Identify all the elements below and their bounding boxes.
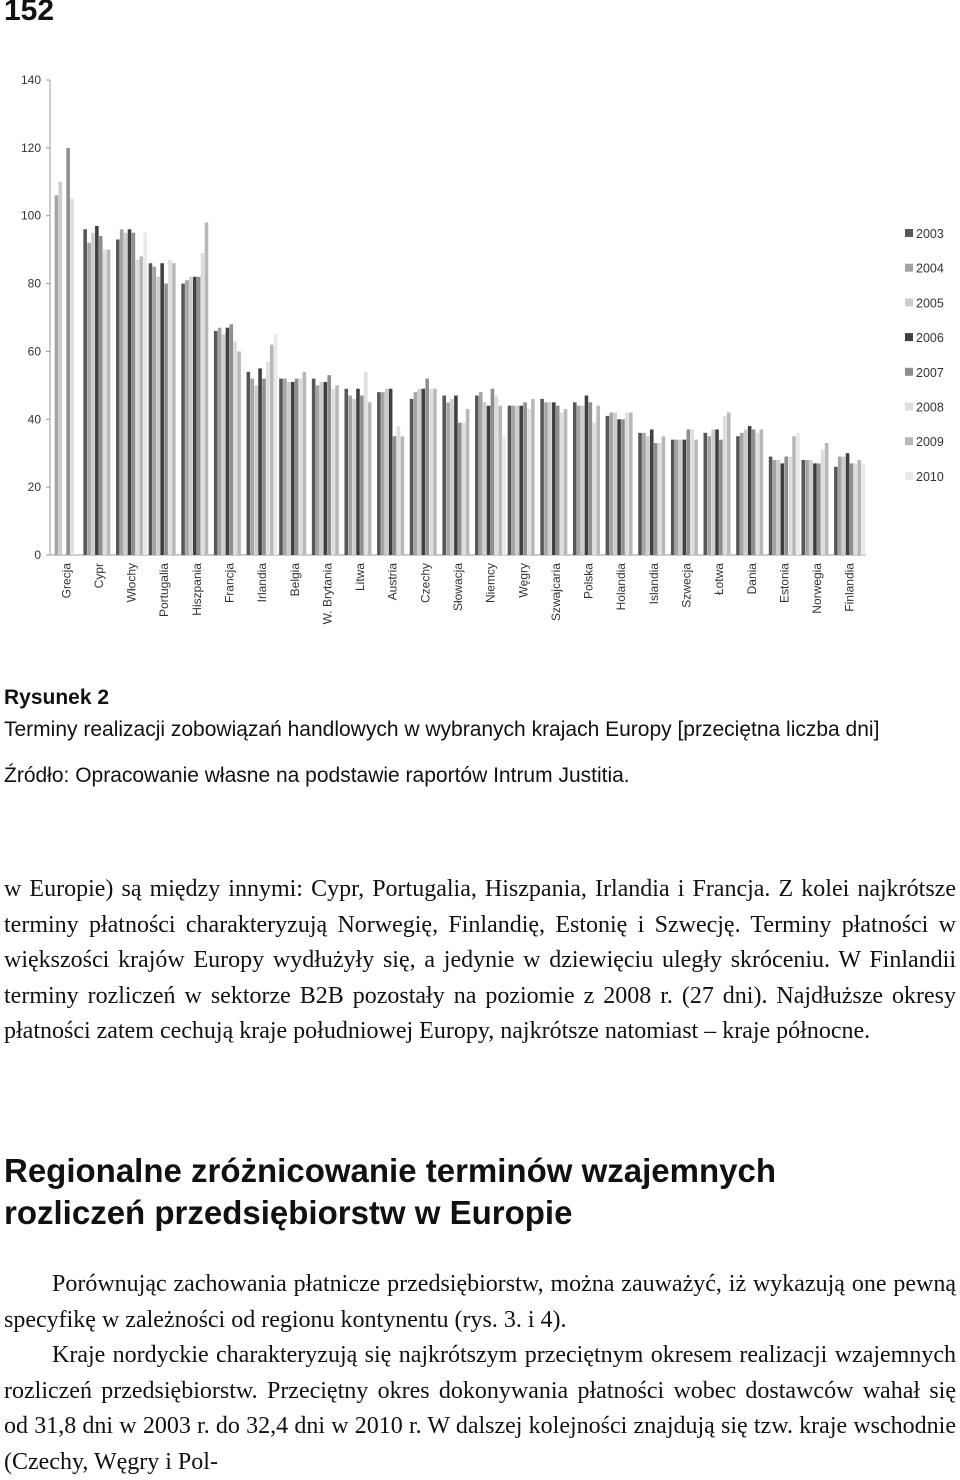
bar xyxy=(116,239,120,555)
legend-swatch xyxy=(905,333,913,341)
x-tick-label: Włochy xyxy=(124,563,139,603)
x-tick-label: Szwecja xyxy=(679,563,694,608)
bar xyxy=(825,443,829,555)
bar xyxy=(646,436,650,555)
bar xyxy=(168,260,172,555)
bar xyxy=(393,436,397,555)
bar xyxy=(266,362,270,555)
bar xyxy=(128,229,132,555)
bar xyxy=(675,440,679,555)
bar-chart xyxy=(0,60,960,660)
legend-swatch xyxy=(905,264,913,272)
bar xyxy=(136,260,140,555)
bar xyxy=(331,389,335,555)
bar xyxy=(270,345,274,555)
bar xyxy=(475,396,479,555)
bar xyxy=(103,250,107,555)
x-tick-label: Holandia xyxy=(614,563,629,611)
legend-swatch xyxy=(905,437,913,445)
bar xyxy=(201,253,205,555)
bar xyxy=(540,399,544,555)
legend-label: 2008 xyxy=(916,400,944,415)
bar xyxy=(466,409,470,555)
bar xyxy=(552,402,556,555)
bar xyxy=(585,396,589,555)
bar xyxy=(237,351,241,555)
bar xyxy=(736,436,740,555)
bar xyxy=(410,399,414,555)
bar xyxy=(226,328,230,555)
bar xyxy=(686,429,690,555)
bar xyxy=(368,402,372,555)
bar xyxy=(149,263,153,555)
bar xyxy=(139,256,143,555)
bar xyxy=(185,280,189,555)
bar xyxy=(548,402,552,555)
bar xyxy=(512,406,516,555)
bar xyxy=(295,379,299,555)
bar xyxy=(638,433,642,555)
section-heading: Regionalne zróżnicowanie terminów wzajemnych rozliczeń przedsiębiorstw w Europie xyxy=(4,1152,776,1231)
legend-label: 2007 xyxy=(916,365,944,380)
bar xyxy=(418,389,422,555)
bar xyxy=(679,440,683,555)
bar xyxy=(857,460,861,555)
bar xyxy=(834,467,838,555)
bar xyxy=(458,423,462,555)
bar xyxy=(850,463,854,555)
x-tick-label: Litwa xyxy=(353,563,368,592)
bar xyxy=(498,406,502,555)
y-tick-label: 60 xyxy=(27,344,41,359)
bar xyxy=(704,433,708,555)
bar xyxy=(247,372,251,555)
bar xyxy=(164,284,168,555)
x-tick-label: Islandia xyxy=(646,563,661,605)
bar xyxy=(55,195,59,555)
bar xyxy=(279,379,283,555)
bar xyxy=(694,440,698,555)
x-tick-label: Francja xyxy=(222,563,237,604)
bar xyxy=(352,399,356,555)
bar xyxy=(788,457,792,555)
bar xyxy=(262,379,266,555)
bar xyxy=(792,436,796,555)
legend-label: 2009 xyxy=(916,435,944,450)
legend-label: 2010 xyxy=(916,469,944,484)
bar xyxy=(124,233,128,555)
bar xyxy=(527,409,531,555)
bar xyxy=(592,423,596,555)
bar xyxy=(214,331,218,555)
bar xyxy=(491,389,495,555)
bar xyxy=(364,372,368,555)
bar xyxy=(193,277,197,555)
y-tick-label: 80 xyxy=(27,276,41,291)
figure-caption: Terminy realizacji zobowiązań handlowych w wybranych krajach Europy [przeciętna liczba dni] xyxy=(4,718,880,741)
bar xyxy=(589,402,593,555)
bar xyxy=(153,267,157,555)
bar xyxy=(581,406,585,555)
bar xyxy=(773,460,777,555)
bar xyxy=(335,385,339,555)
bar xyxy=(846,453,850,555)
x-tick-label: Niemcy xyxy=(483,563,498,604)
legend-label: 2004 xyxy=(916,261,944,276)
body-paragraph: w Europie) są między innymi: Cypr, Portugalia, Hiszpania, Irlandia i Francja. Z kolei najkrótsze terminy płatności charakteryzują Norwegię, Finlandię, Estonię i Szwecję. Terminy płatności w większości krajów Europy wydłużyły się, a jedynie w dziewięciu uległy skróceniu. W Finlandii terminy rozliczeń w sektorze B2B pozostały na poziomie z 2008 r. (27 dni). Najdłuższe okresy płatności zatem cechują kraje południowej Europy, najkrótsze natomiast – kraje północne. xyxy=(4,876,956,1044)
bar xyxy=(312,379,316,555)
x-tick-label: Estonia xyxy=(777,563,792,604)
legend-swatch xyxy=(905,472,913,480)
bar xyxy=(274,334,278,555)
bar xyxy=(442,396,446,555)
bar xyxy=(556,406,560,555)
bar xyxy=(854,463,858,555)
bar xyxy=(483,402,487,555)
bar xyxy=(727,413,731,556)
bar xyxy=(83,229,87,555)
bar xyxy=(809,460,813,555)
bar xyxy=(143,233,147,555)
bar xyxy=(95,226,99,555)
bar xyxy=(120,229,124,555)
bar xyxy=(748,426,752,555)
bar xyxy=(454,396,458,555)
y-tick-label: 0 xyxy=(34,548,41,562)
bar xyxy=(744,429,748,555)
bar xyxy=(784,457,788,555)
legend-label: 2003 xyxy=(916,227,944,241)
bar xyxy=(233,341,237,555)
x-tick-label: Polska xyxy=(581,563,596,600)
bar xyxy=(861,463,865,555)
bar xyxy=(642,433,646,555)
bar xyxy=(303,372,307,555)
x-tick-label: Hiszpania xyxy=(189,563,204,616)
bar xyxy=(389,389,393,555)
bar xyxy=(59,182,63,555)
bar xyxy=(446,402,450,555)
bar xyxy=(523,402,527,555)
bar xyxy=(662,436,666,555)
bar xyxy=(479,392,483,555)
bar xyxy=(254,385,258,555)
bar xyxy=(429,389,433,555)
bar xyxy=(450,399,454,555)
y-tick-label: 120 xyxy=(20,140,41,155)
bar xyxy=(189,277,193,555)
bar xyxy=(99,236,103,555)
bar xyxy=(613,413,617,556)
bar xyxy=(781,463,785,555)
bar xyxy=(250,379,254,555)
bar xyxy=(502,436,506,555)
bar xyxy=(838,457,842,555)
y-tick-label: 40 xyxy=(27,412,41,427)
bar xyxy=(324,382,328,555)
bar xyxy=(756,433,760,555)
bar xyxy=(715,429,719,555)
x-tick-label: Czechy xyxy=(418,563,433,604)
bar xyxy=(283,379,287,555)
bar xyxy=(291,382,295,555)
legend-swatch xyxy=(905,298,913,306)
bar xyxy=(132,233,136,555)
bar xyxy=(606,416,610,555)
x-tick-label: Austria xyxy=(385,563,400,601)
x-tick-label: Szwajcaria xyxy=(548,563,563,622)
bar xyxy=(344,389,348,555)
bar xyxy=(156,277,160,555)
y-tick-label: 20 xyxy=(27,480,41,495)
bar xyxy=(414,392,418,555)
x-tick-label: Cypr xyxy=(91,563,106,589)
bar xyxy=(690,429,694,555)
bar xyxy=(508,406,512,555)
bar xyxy=(299,379,303,555)
bar xyxy=(421,389,425,555)
bar xyxy=(222,334,226,555)
bar xyxy=(181,284,185,555)
bar xyxy=(683,440,687,555)
x-tick-label: Łotwa xyxy=(712,563,727,596)
bar xyxy=(66,148,70,555)
bar xyxy=(327,375,331,555)
x-tick-label: Węgry xyxy=(516,563,531,598)
bar xyxy=(650,429,654,555)
legend-swatch xyxy=(905,368,913,376)
bar xyxy=(356,389,360,555)
bar xyxy=(769,457,773,555)
bar xyxy=(385,389,389,555)
bar xyxy=(760,429,764,555)
bar xyxy=(777,460,781,555)
bar xyxy=(707,436,711,555)
bar xyxy=(813,463,817,555)
bar xyxy=(360,396,364,555)
bar xyxy=(462,423,466,555)
bar xyxy=(519,406,523,555)
bar xyxy=(320,382,324,555)
bar xyxy=(610,413,614,556)
x-tick-label: Norwegia xyxy=(810,563,825,614)
bar xyxy=(197,277,201,555)
bar xyxy=(560,413,564,556)
figure-source: Źródło: Opracowanie własne na podstawie raportów Intrum Justitia. xyxy=(4,764,630,787)
bar xyxy=(531,399,535,555)
bar xyxy=(381,392,385,555)
bar xyxy=(821,450,825,555)
legend-swatch xyxy=(905,403,913,411)
bar xyxy=(87,243,91,555)
bar xyxy=(723,416,727,555)
legend-label: 2005 xyxy=(916,296,944,311)
bar xyxy=(629,413,633,556)
x-tick-label: Belgia xyxy=(287,563,302,597)
bar xyxy=(573,402,577,555)
bar xyxy=(433,389,437,555)
bar xyxy=(711,429,715,555)
bar xyxy=(842,457,846,555)
page-number: 152 xyxy=(4,0,55,27)
bar xyxy=(258,368,262,555)
x-tick-label: Grecja xyxy=(59,563,74,599)
bar xyxy=(425,379,429,555)
body-paragraph: Porównując zachowania płatnicze przedsiębiorstw, można zauważyć, iż wykazują one pewną specyfikę w zależności od regionu kontynentu (rys. 3. i 4). xyxy=(4,1271,956,1333)
bar xyxy=(397,426,401,555)
bar xyxy=(801,460,805,555)
bar xyxy=(740,433,744,555)
bar xyxy=(752,429,756,555)
y-tick-label: 140 xyxy=(20,73,41,87)
bar xyxy=(671,440,675,555)
legend-label: 2006 xyxy=(916,331,944,346)
body-paragraph: Kraje nordyckie charakteryzują się najkrótszym przeciętnym okresem realizacji wzajemnych rozliczeń przedsiębiorstw. Przeciętny okres dokonywania płatności wobec dostawców wahał się od 31,8 dni w 2003 r. do 32,4 dni w 2010 r. W dalszej kolejności znajdują się tzw. kraje wschodnie (Czechy, Węgry i Pol- xyxy=(4,1342,956,1475)
bar xyxy=(625,413,629,556)
bar xyxy=(621,419,625,555)
bar xyxy=(230,324,234,555)
bar xyxy=(160,263,164,555)
bar xyxy=(495,396,499,555)
x-tick-label: Portugalia xyxy=(157,563,172,618)
legend-swatch xyxy=(905,229,913,237)
bar xyxy=(172,263,176,555)
bar xyxy=(287,382,291,555)
x-tick-label: Dania xyxy=(744,563,759,595)
bar xyxy=(564,409,568,555)
bar xyxy=(596,406,600,555)
bar xyxy=(218,328,222,555)
bar xyxy=(719,440,723,555)
bar xyxy=(70,199,74,555)
bar xyxy=(796,433,800,555)
bar xyxy=(91,233,95,555)
figure-label: Rysunek 2 xyxy=(4,686,110,709)
bar xyxy=(654,443,658,555)
x-tick-label: Finlandia xyxy=(842,563,857,612)
x-tick-label: W. Brytania xyxy=(320,563,335,625)
x-tick-label: Słowacja xyxy=(451,563,465,612)
x-tick-label: Irlandia xyxy=(255,563,270,603)
bar xyxy=(817,463,821,555)
bar xyxy=(805,460,809,555)
bar xyxy=(377,392,381,555)
y-tick-label: 100 xyxy=(20,208,41,223)
bar xyxy=(658,443,662,555)
bar xyxy=(401,436,405,555)
bar xyxy=(577,406,581,555)
bar xyxy=(487,406,491,555)
bar xyxy=(515,406,519,555)
bar xyxy=(348,396,352,555)
bar xyxy=(617,419,621,555)
bar xyxy=(544,402,548,555)
bar xyxy=(316,385,320,555)
bar xyxy=(205,223,209,556)
bar xyxy=(107,250,111,555)
